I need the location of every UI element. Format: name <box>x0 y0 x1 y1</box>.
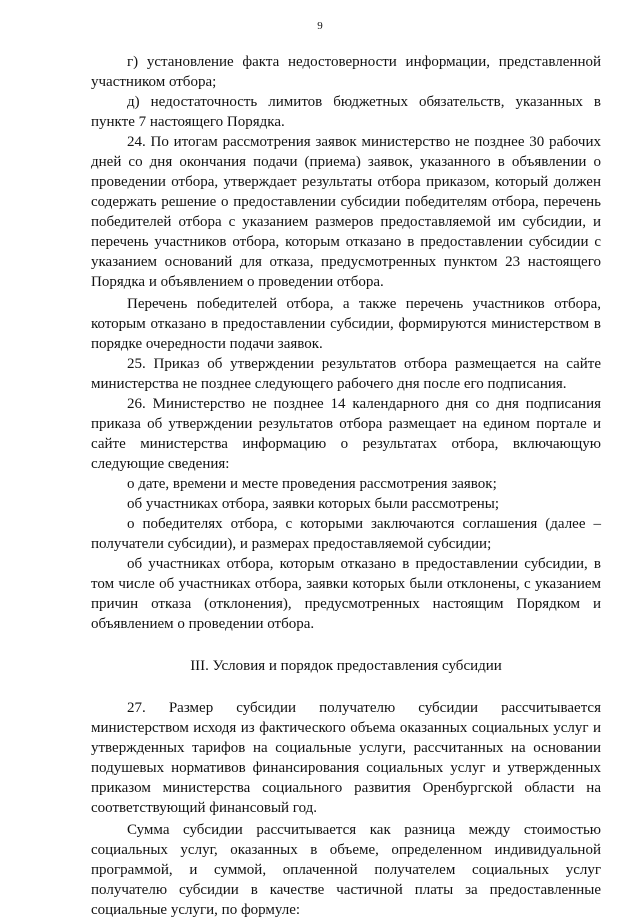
paragraph-clause-25: 25. Приказ об утверждении результатов отбора размещается на сайте министерства не позднее следующего рабочего дня после его подписания. <box>91 356 601 392</box>
paragraph-info-rejected: об участниках отбора, которым отказано в предоставлении субсидии, в том числе об участниках отбора, заявки которых были отклонены, с указанием причин отказа (отклонения), предусмотренных настоящим Порядком и объявлением о проведении отбора. <box>91 556 601 632</box>
document-body <box>91 52 601 920</box>
paragraph-info-participants: об участниках отбора, заявки которых были рассмотрены; <box>127 496 500 512</box>
section-heading: III. Условия и порядок предоставления субсидии <box>190 658 502 674</box>
page-number: 9 <box>317 20 323 32</box>
paragraph-clause-27: 27. Размер субсидии получателю субсидии рассчитывается министерством исходя из фактического объема оказанных социальных услуг и утвержденных тарифов на социальные услуги, рассчитанных на основании подушевых нормативов финансирования социальных услуг и утвержденных приказом министерства социального развития Оренбургской области на соответствующий финансовый год. <box>91 700 601 816</box>
paragraph-subsidy-formula-intro: Сумма субсидии рассчитывается как разница между стоимостью социальных услуг, оказанных в объеме, определенном индивидуальной программой, и суммой, оплаченной получателем социальных услуг получателю субсидии в качестве частичной платы за предоставленные социальные услуги, по формуле: <box>91 822 601 918</box>
paragraph-item-d: д) недостаточность лимитов бюджетных обязательств, указанных в пункте 7 настоящего Порядка. <box>91 94 601 130</box>
paragraph-clause-24: 24. По итогам рассмотрения заявок министерство не позднее 30 рабочих дней со дня окончания подачи (приема) заявок, указанного в объявлении о проведении отбора, утверждает результаты отбора приказом, который должен содержать решение о предоставлении субсидии победителям отбора, перечень победителей отбора с указанием размеров предоставляемой им субсидии, и перечень участников отбора, которым отказано в предоставлении субсидии с указанием оснований для отказа, предусмотренных пунктом 23 настоящего Порядка и объявлением о проведении отбора. <box>91 134 601 290</box>
paragraph-winners-list: Перечень победителей отбора, а также перечень участников отбора, которым отказано в предоставлении субсидии, формируются министерством в порядке очередности подачи заявок. <box>91 296 601 352</box>
paragraph-item-g: г) установление факта недостоверности информации, представленной участником отбора; <box>91 54 601 90</box>
paragraph-clause-26: 26. Министерство не позднее 14 календарного дня со дня подписания приказа об утверждении результатов отбора размещает на едином портале и сайте министерства информацию о результатах отбора, включающую следующие сведения: <box>91 396 601 472</box>
paragraph-info-date: о дате, времени и месте проведения рассмотрения заявок; <box>127 476 497 492</box>
paragraph-info-winners: о победителях отбора, с которыми заключаются соглашения (далее – получатели субсидии), и размерах предоставляемой субсидии; <box>91 516 601 552</box>
